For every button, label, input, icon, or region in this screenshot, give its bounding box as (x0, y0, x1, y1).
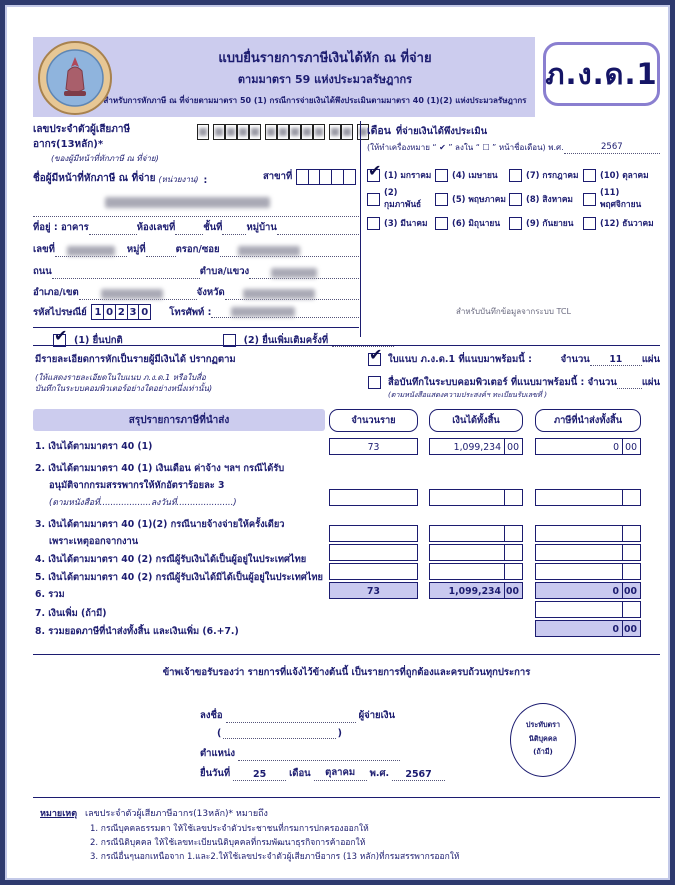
amphoe-field[interactable] (79, 288, 197, 300)
row1-tax-box[interactable]: 0 00 (535, 438, 641, 455)
column-header-count: จำนวนราย (329, 409, 418, 432)
row2-tax-box[interactable] (535, 489, 641, 506)
branch-number-boxes[interactable] (297, 169, 356, 185)
number-field[interactable] (55, 245, 127, 257)
filing-additional-label: (2) ยื่นเพิ่มเติมครั้งที่ (243, 335, 329, 346)
corporate-seal-area: ประทับตรา นิติบุคคล (ถ้ามี) (510, 703, 576, 777)
row3-label: 3. เงินได้ตามมาตรา 40 (1)(2) กรณีนายจ้างจ่ายให้ครั้งเดียว (35, 519, 285, 530)
filing-normal-checkbox[interactable]: ✔ (54, 326, 68, 345)
row8-label: 8. รวมยอดภาษีที่นำส่งทั้งสิ้น และเงินเพิ่ม (6.+7.) (35, 626, 239, 637)
divider (33, 216, 359, 217)
address-village-label: หมู่บ้าน (246, 222, 277, 233)
total-income-box[interactable]: 1,099,234 00 (429, 582, 523, 599)
withholder-name-value-redacted (105, 197, 270, 208)
total-count-box[interactable]: 73 (329, 582, 418, 599)
row5-income-box[interactable] (429, 563, 523, 580)
soi-field[interactable] (220, 245, 359, 257)
month-instruction: (ให้ทำเครื่องหมาย “ ✔ ” ลงใน “ ☐ ” หน้าชื่อเดือน) พ.ศ. (367, 143, 564, 152)
row7-label: 7. เงินเพิ่ม (ถ้ามี) (35, 608, 107, 619)
month-checkbox-september[interactable] (509, 217, 522, 230)
row5-count-box[interactable] (329, 563, 418, 580)
attachment-media-label: สื่อบันทึกในระบบคอมพิวเตอร์ ที่แนบมาพร้อมนี้ : จำนวน (388, 377, 617, 388)
attachment-media-note: (ตามหนังสือแสดงความประสงค์ฯ ทะเบียนรับเลขที่ ) (388, 390, 547, 399)
payer-label: ผู้จ่ายเงิน (358, 710, 395, 721)
address-floor-label: ชั้นที่ (203, 222, 223, 233)
divider (33, 345, 660, 346)
postal-code-boxes[interactable]: 1 0 2 3 0 (93, 304, 152, 320)
village-field[interactable] (277, 223, 359, 235)
row4-label: 4. เงินได้ตามมาตรา 40 (2) กรณีผู้รับเงินได้เป็นผู้อยู่ในประเทศไทย (35, 554, 307, 565)
row4-count-box[interactable] (329, 544, 418, 561)
filed-date-label: ยื่นวันที่ (200, 768, 231, 779)
month-checkbox-october[interactable] (583, 169, 596, 182)
divider (360, 121, 361, 337)
attachment-note-1: (ให้แสดงรายละเอียดในใบแนบ ภ.ง.ด.1 หรือใบสื่อ (35, 373, 206, 382)
row1-count-box[interactable]: 73 (329, 438, 418, 455)
row5-tax-box[interactable] (535, 563, 641, 580)
divider (33, 797, 660, 798)
sign-label: ลงชื่อ (200, 710, 223, 721)
notes-heading: หมายเหตุ (40, 809, 78, 819)
address-province-label: จังหวัด (196, 287, 225, 298)
address-amphoe-label: อำเภอ/เขต (33, 287, 79, 298)
row3-income-box[interactable] (429, 525, 523, 542)
pnd1-form-page: แบบยื่นรายการภาษีเงินได้หัก ณ ที่จ่าย ตามมาตรา 59 แห่งประมวลรัษฎากร สำหรับการหักภาษี ณ ที่จ่ายตามมาตรา 50 (1) กรณีการจ่ายเงินได้พึงประเมินตามมาตรา 40 (1)(2) แห่งประมวลรัษฎากร ภ.ง.ด.1 เลขประจำตัวผู้เสียภาษีอากร(13หลัก)* (ของผู้มีหน้าที่หักภาษี ณ ที่จ่าย) ชื่อผู้มีหน้าที่หักภาษี ณ ที่จ่าย (หน่วยงาน) : สาขาที่ ที่อยู่ : อาคาร ห้องเลขที่ ชั้นที่ หมู่บ้าน เลขที่ หมู่ที่ ตรอก/ซอย ถนน ตำบล/แขวง อำเภอ/เขต จังหวัด รหัสไปรษณีย์ 1 0 2 3 0 โทรศัพท์ : ✔ (1) ยื่นปกติ (2) ยื่นเพิ่มเติมครั้งที่ เดือน ที่จ่ายเงินได้พึงประเมิน (ให้ทำเครื่องหมาย “ ✔ ” ลงใน “ ☐ ” หน้าชื่อเดือน) พ.ศ. 2567 ✔ (1) มกราคม (2) กุมภาพันธ์ (3) มีนาคม (4) เมษายน (5) พฤษภาคม (6) มิถุนายน (7) กรกฎาคม (8) สิงหาคม (9) กันยายน (10) ตุลาคม (11) พฤศจิกายน (12) ธันวาคม สำหรับบันทึกข้อมูลจากระบบ TCL มีรายละเอียดการหักเป็นรายผู้มีเงินได้ ปรากฏตาม (ให้แสดงรายละเอียดในใบแนบ ภ.ง.ด.1 หรือใบสื่อ บันทึกในระบบคอมพิวเตอร์อย่างใดอย่างหนึ่งเท่านั้น) ✔ ใบแนบ ภ.ง.ด.1 ที่แนบมาพร้อมนี้ : จำนวน 11 แผ่น สื่อบันทึกในระบบคอมพิวเตอร์ ที่แนบมาพร้อมนี้ : จำนวน แผ่น (ตามหนังสือแสดงความประสงค์ฯ ทะเบียนรับเลขที่ ) สรุปรายการภาษีที่นำส่ง จำนวนราย เงินได้ทั้งสิ้น ภาษีที่นำส่งทั้งสิ้น 1. เงินได้ตามมาตรา 40 (1) 2. เงินได้ตามมาตรา 40 (1) เงินเดือน ค่าจ้าง ฯลฯ กรณีได้รับ อนุมัติจากกรมสรรพากรให้หักอัตราร้อยละ 3 (ตามหนังสือที่...................ลงวันที่.....................) 3. เงินได้ตามมาตรา 40 (1)(2) กรณีนายจ้างจ่ายให้ครั้งเดียว เพราะเหตุออกจากงาน 4. เงินได้ตามมาตรา 40 (2) กรณีผู้รับเงินได้เป็นผู้อยู่ในประเทศไทย 5. เงินได้ตามมาตรา 40 (2) กรณีผู้รับเงินได้มิได้เป็นผู้อยู่ในประเทศไทย 6. รวม 7. เงินเพิ่ม (ถ้ามี) 8. รวมยอดภาษีที่นำส่งทั้งสิ้น และเงินเพิ่ม (6.+7.) 73 1,099,234 00 0 00 73 1,099,234 00 0 00 0 00 ข้าพเจ้าขอรับรองว่า รายการที่แจ้งไว้ข้างต้นนี้ เป็นรายการที่ถูกต้องและครบถ้วนทุกประการ ลงชื่อ ผู้จ่ายเงิน ( ) ตำแหน่ง ยื่นวันที่ 25 เดือน ตุลาคม พ.ศ. 2567 ประทับตรา นิติบุคคล (ถ้ามี) หมายเหตุ เลขประจำตัวผู้เสียภาษีอากร(13หลัก)* หมายถึง 1. กรณีบุคคลธรรมดา ให้ใช้เลขประจำตัวประชาชนที่กรมการปกครองออกให้ 2. กรณีนิติบุคคล ให้ใช้เลขทะเบียนนิติบุคคลที่กรมพัฒนาธุรกิจการค้าออกให้ 3. กรณีอื่นๆนอกเหนือจาก 1.และ2.ให้ใช้เลขประจำตัวผู้เสียภาษีอากร (13 หลัก)ที่กรมสรรพากรออกให้ (0, 0, 675, 885)
month-checkbox-august[interactable] (509, 193, 522, 206)
month-section-title: เดือน (367, 125, 391, 137)
address-tambon-label: ตำบล/แขวง (199, 266, 250, 277)
row6-label: 6. รวม (35, 589, 65, 600)
revenue-department-emblem-icon (38, 41, 112, 115)
notes-intro: เลขประจำตัวผู้เสียภาษีอากร(13หลัก)* หมายถึง (85, 809, 268, 819)
row4-tax-box[interactable] (535, 544, 641, 561)
moo-field[interactable] (146, 245, 176, 257)
position-label: ตำแหน่ง (200, 748, 236, 759)
month-checkbox-december[interactable] (583, 217, 596, 230)
address-number-label: เลขที่ (33, 244, 55, 255)
row2-label: 2. เงินได้ตามมาตรา 40 (1) เงินเดือน ค่าจ้าง ฯลฯ กรณีได้รับ (35, 463, 285, 474)
telephone-field[interactable] (211, 306, 359, 318)
count-label: จำนวน (560, 354, 590, 365)
filed-year-field[interactable]: 2567 (392, 769, 445, 781)
address-soi-label: ตรอก/ซอย (175, 244, 220, 255)
address-road-label: ถนน (33, 266, 52, 277)
attachment-note-2: บันทึกในระบบคอมพิวเตอร์อย่างใดอย่างหนึ่งเท่านั้น) (35, 384, 213, 393)
withholder-name-label: ชื่อผู้มีหน้าที่หักภาษี ณ ที่จ่าย (33, 173, 156, 184)
tax-id-label: เลขประจำตัวผู้เสียภาษีอากร(13หลัก)* (33, 124, 131, 150)
note-item-3: 3. กรณีอื่นๆนอกเหนือจาก 1.และ2.ให้ใช้เลขประจำตัวผู้เสียภาษีอากร (13 หลัก)ที่กรมสรรพากรออกให้ (90, 852, 460, 862)
attachment-sheet-count-field[interactable]: 11 (590, 354, 642, 366)
address-moo-label: หมู่ที่ (126, 244, 146, 255)
attachment-pnd1-checkbox[interactable]: ✔ (369, 345, 383, 364)
surcharge-box[interactable] (535, 601, 641, 618)
attachment-media-checkbox[interactable] (368, 376, 381, 389)
row4-income-box[interactable] (429, 544, 523, 561)
form-title: แบบยื่นรายการภาษีเงินได้หัก ณ ที่จ่าย (218, 51, 432, 66)
row5-label: 5. เงินได้ตามมาตรา 40 (2) กรณีผู้รับเงินได้มิได้เป็นผู้อยู่ในประเทศไทย (35, 572, 323, 583)
month-checkbox-november[interactable] (583, 193, 596, 206)
attachment-intro: มีรายละเอียดการหักเป็นรายผู้มีเงินได้ ปรากฏตาม (35, 354, 236, 365)
position-field[interactable] (238, 749, 400, 761)
column-header-tax: ภาษีที่นำส่งทั้งสิ้น (535, 409, 641, 432)
row3-tax-box[interactable] (535, 525, 641, 542)
month-checkbox-may[interactable] (435, 193, 448, 206)
building-field[interactable] (89, 223, 137, 235)
form-description: สำหรับการหักภาษี ณ ที่จ่ายตามมาตรา 50 (1) กรณีการจ่ายเงินได้พึงประเมินตามมาตรา 40 (1)(2) แห่งประมวลรัษฎากร (103, 96, 527, 105)
signature-field[interactable] (226, 711, 356, 723)
road-field[interactable] (52, 267, 200, 279)
filing-normal-label: (1) ยื่นปกติ (74, 335, 123, 346)
note-item-2: 2. กรณีนิติบุคคล ให้ใช้เลขทะเบียนนิติบุคคลที่กรมพัฒนาธุรกิจการค้าออกให้ (90, 838, 366, 848)
form-subtitle: ตามมาตรา 59 แห่งประมวลรัษฎากร (237, 73, 413, 86)
month-checkbox-april[interactable] (435, 169, 448, 182)
tcl-note: สำหรับบันทึกข้อมูลจากระบบ TCL (456, 307, 571, 316)
province-field[interactable] (225, 288, 359, 300)
address-building-label: ที่อยู่ : อาคาร (33, 222, 89, 233)
row2-count-box[interactable] (329, 489, 418, 506)
row1-income-box[interactable]: 1,099,234 00 (429, 438, 523, 455)
telephone-label: โทรศัพท์ : (169, 306, 212, 318)
divider (33, 327, 359, 328)
month-checkbox-march[interactable] (367, 217, 380, 230)
row1-label: 1. เงินได้ตามมาตรา 40 (1) (35, 441, 153, 452)
address-room-label: ห้องเลขที่ (136, 222, 176, 233)
divider (33, 654, 660, 655)
sheet-unit-label: แผ่น (641, 354, 660, 365)
room-field[interactable] (175, 223, 203, 235)
grand-total-tax-box[interactable]: 0 00 (535, 620, 641, 637)
signer-name-field[interactable] (223, 727, 335, 739)
tax-id-sublabel: (ของผู้มีหน้าที่หักภาษี ณ ที่จ่าย) (51, 154, 159, 163)
media-sheet-count-field[interactable] (617, 377, 642, 389)
withholder-name-sublabel: (หน่วยงาน) (158, 175, 199, 184)
month-checkbox-july[interactable] (509, 169, 522, 182)
total-tax-box[interactable]: 0 00 (535, 582, 641, 599)
postal-code-label: รหัสไปรษณีย์ (33, 306, 87, 318)
tambon-field[interactable] (249, 267, 359, 279)
table-title: สรุปรายการภาษีที่นำส่ง (33, 409, 325, 431)
floor-field[interactable] (222, 223, 246, 235)
row3-count-box[interactable] (329, 525, 418, 542)
month-checkbox-february[interactable] (367, 193, 380, 206)
month-checkbox-june[interactable] (435, 217, 448, 230)
tax-year-field[interactable]: 2567 (564, 142, 660, 154)
month-grid: ✔ (1) มกราคม (2) กุมภาพันธ์ (3) มีนาคม (4) เมษายน (5) พฤษภาคม (6) มิถุนายน (7) กรกฎาคม (8) สิงหาคม (9) กันยายน (10) ตุลาคม (11) พฤศจิกายน (12) ธันวาคม (368, 160, 654, 228)
note-item-1: 1. กรณีบุคคลธรรมดา ให้ใช้เลขประจำตัวประชาชนที่กรมการปกครองออกให้ (90, 824, 369, 834)
tax-id-boxes[interactable] (197, 124, 369, 140)
attachment-pnd1-label: ใบแนบ ภ.ง.ด.1 ที่แนบมาพร้อมนี้ : (388, 354, 532, 365)
branch-label: สาขาที่ (263, 171, 293, 182)
filed-day-field[interactable]: 25 (233, 769, 286, 781)
form-code-badge: ภ.ง.ด.1 (543, 42, 660, 106)
month-checkbox-january[interactable]: ✔ (368, 160, 382, 180)
column-header-income: เงินได้ทั้งสิ้น (429, 409, 523, 432)
filed-month-field[interactable]: ตุลาคม (314, 765, 367, 781)
row2-income-box[interactable] (429, 489, 523, 506)
certification-text: ข้าพเจ้าขอรับรองว่า รายการที่แจ้งไว้ข้างต้นนี้ เป็นรายการที่ถูกต้องและครบถ้วนทุกประการ (162, 667, 531, 678)
